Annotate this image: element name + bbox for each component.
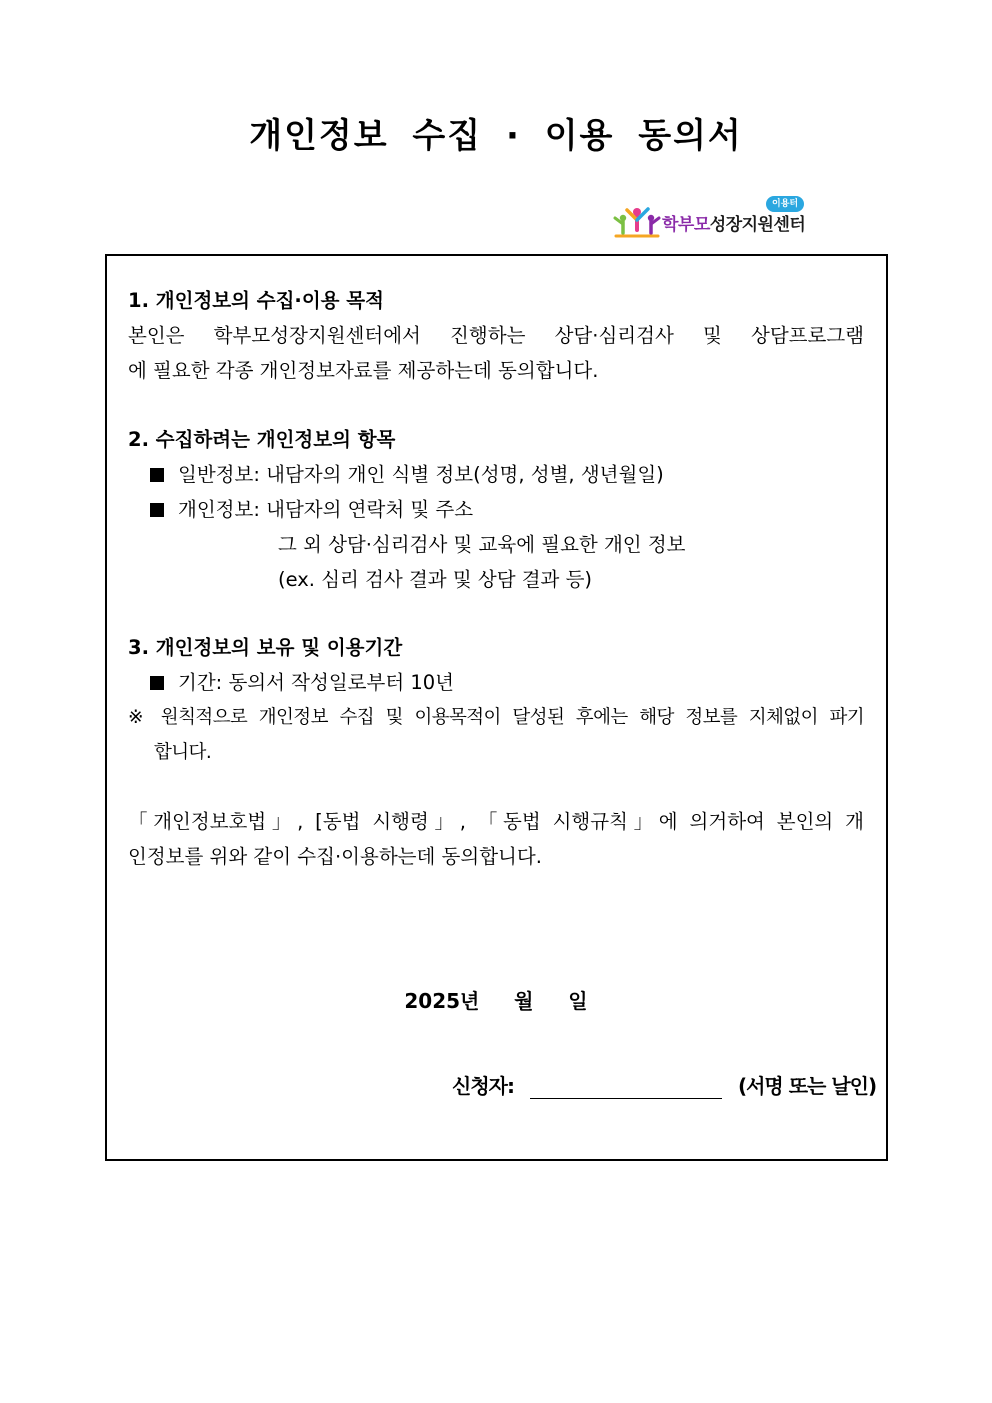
square-bullet-icon xyxy=(150,468,164,482)
section3-note-line1: ※ 원칙적으로 개인정보 수집 및 이용목적이 달성된 후에는 해당 정보를 지체없이 파기 xyxy=(128,707,864,728)
logo-badge: 이용터 xyxy=(766,196,804,212)
section3-heading: 3. 개인정보의 보유 및 이용기간 xyxy=(128,636,403,659)
section2-item-personal-text: 개인정보: 내담자의 연락처 및 주소 xyxy=(178,498,474,521)
consent-statement-line1: 「개인정보호법」, [동법 시행령」, 「동법 시행규칙」에 의거하여 본인의 개 xyxy=(128,810,864,833)
consent-statement-line2: 인정보를 위와 같이 수집·이용하는데 동의합니다. xyxy=(128,845,542,868)
section1-text-line1: 본인은 학부모성장지원센터에서 진행하는 상담·심리검사 및 상담프로그램 xyxy=(128,324,864,347)
section1-text-line2: 에 필요한 각종 개인정보자료를 제공하는데 동의합니다. xyxy=(128,359,599,382)
section3-note-line2: 합니다. xyxy=(154,742,212,763)
square-bullet-icon xyxy=(150,676,164,690)
people-cheering-icon xyxy=(612,200,662,240)
logo-text xyxy=(662,210,805,235)
section3-item-period xyxy=(150,670,454,696)
logo-text-part1: 학부모 xyxy=(662,215,710,235)
consent-date: 2025년 월 일 xyxy=(404,989,588,1013)
section2-item-general xyxy=(150,462,664,488)
logo-text-part2: 성장지원센터 xyxy=(709,215,806,235)
section1-heading: 1. 개인정보의 수집·이용 목적 xyxy=(128,289,384,312)
section2-heading: 2. 수집하려는 개인정보의 항목 xyxy=(128,428,396,451)
section2-item-general-text: 일반정보: 내담자의 개인 식별 정보(성명, 성별, 생년월일) xyxy=(178,463,664,486)
signature-row xyxy=(452,1070,876,1099)
signature-label: 신청자: xyxy=(452,1074,514,1098)
section2-item-personal xyxy=(150,497,473,523)
signature-field[interactable] xyxy=(530,1098,722,1099)
section2-item-personal-cont1: 그 외 상담·심리검사 및 교육에 필요한 개인 정보 xyxy=(278,533,686,556)
document-title: 개인정보 수집 · 이용 동의서 xyxy=(249,116,743,156)
section2-item-personal-cont2: (ex. 심리 검사 결과 및 상담 결과 등) xyxy=(278,568,593,591)
signature-suffix: (서명 또는 날인) xyxy=(737,1074,877,1098)
square-bullet-icon xyxy=(150,503,164,517)
section3-item-period-text: 기간: 동의서 작성일로부터 10년 xyxy=(178,671,455,694)
center-logo xyxy=(612,196,832,246)
